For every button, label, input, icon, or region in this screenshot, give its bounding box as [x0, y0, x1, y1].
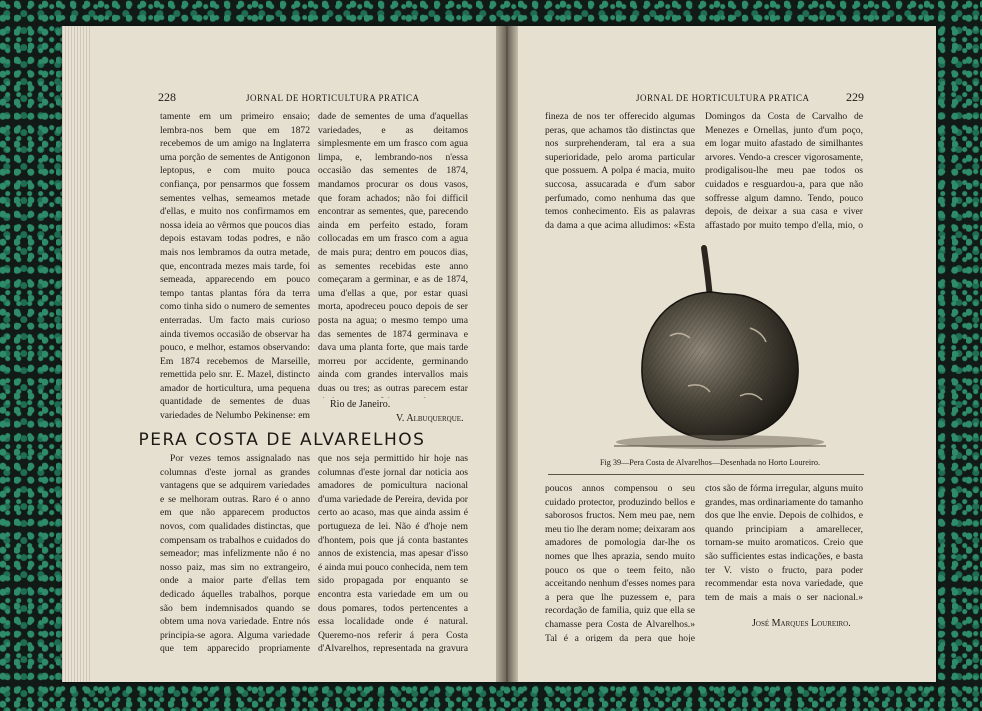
page-number-left: 228: [158, 90, 176, 104]
signature-left: V. Albuquerque.: [396, 413, 464, 424]
right-column-1: fineza de nos ter offerecido algumas peras, que achamos tão distinctas que nos surprehenderam, tal era a sua superioridade, pelo aroma particular que possuem. A polpa é macia, muito succosa, assucarada e d'um sabor perfumado, como nenhuma das que temos conhecimento. Eis as palavras da dama a que acima alludimos: «Esta: [545, 111, 695, 231]
page-edges: [62, 26, 90, 682]
right-column-4: ctos são de fórma irregular, alguns muito grandes, mas ordinariamente do tamanho dos que lhe envie. Depois de colhidos, e quando principiam a amarellecer, tornam-se muito aromaticos. Creio que são sufficientes estas indicações, e basta ter V. visto o fructo, para poder recommendar esta nova variedade, que tem de mais a mais o ser nacional.»: [705, 483, 863, 603]
figure-caption: Fig 39—Pera Costa de Alvarelhos—Desenhada no Horto Loureiro.: [599, 458, 821, 467]
right-column-2: Domingos da Costa de Carvalho de Menezes e Ornellas, junto d'um poço, em logar muito afastado de similhantes arvores. Vendo-a crescer vigorosamente, prodigalisou-lhe meu pae todos os cuidados e resguardou-a, para que não soffresse algum damno. Tendo, pouco depois, de deixar a sua casa e viver affastado por muito tempo d'ella, mio, o: [705, 111, 863, 231]
running-head-right: JORNAL DE HORTICULTURA PRATICA: [636, 93, 810, 103]
place-name: Rio de Janeiro.: [330, 399, 391, 410]
figure-divider: [548, 474, 864, 475]
article-title: PERA COSTA DE ALVARELHOS: [138, 430, 426, 450]
left-column-1: tamente em um primeiro ensaio; lembra-nos bem que em 1872 recebemos de um amigo na Inglaterra uma porção de sementes de Antigonon leptopus, e com muito pouca confiança, por pensarmos que fossem sementes velhas, semeamos metade d'ellas, e muito nos confirmamos em nossa ideia ao vêrmos que poucos dias depois estavam todas podres, e não mais nos lembramos da outra metade, que, encontrada mezes mais tarde, foi semeada, apparecendo em pouco tempo tantas plantas fóra da terra como tinha sido o numero de sementes enterradas. Um facto mais curioso ainda tivemos occasião de observar ha pouco, e melhor, estamos observando: Em 1874 recebemos de Marseille, remettida pelo snr. E. Mazel, distincto amador de horticultura, uma pequena quantidade de sementes de duas variedades de Nelumbo Pekinense: em: [160, 111, 310, 422]
pear-illustration: [600, 236, 836, 452]
page-number-right: 229: [846, 90, 864, 104]
left-column-2: dade de sementes de uma d'aquellas variedades, e as deitamos simplesmente em um frasco com agua limpa, e, lembrando-nos n'essa occasião das sementes de 1874, mandamos procurar os dous vasos, que foram achados; não foi difficil encontrar as sementes, que, parecendo ainda em perfeito estado, foram collocadas em um frasco com a agua de mais pura; dentro em poucos dias, as sementes recebidas este anno começaram a germinar, e as de 1874, uma d'ellas a que, por estar quasi morta, apodreceu pouco depois de ser posta na agua; o mesmo tempo uma das sementes de 1874 germinava e dava uma planta forte, que mais tarde morreu por accidente, germinando ainda com grandes intervallos mais duas ou tres; as outras parecem estar: [318, 111, 468, 394]
book-gutter: [496, 26, 518, 682]
left-column-3: Por vezes temos assignalado nas columnas d'este jornal as grandes vantagens que se adquirem variedades e se melhoram outras. Raro é o anno em que não apparecem productos novos, com qualidades distinctas, que compensam os trabalhos e cuidados do semeador; mas infelizmente não é no nosso paiz, mas sim no extrangeiro, onde a maior parte d'ellas tem dedicado áquelles trabalhos, porque são bem indemnisados quando se obtem uma nova variedade. Entre nós principia-se agora. Alguma variedade que tem apparecido propriamente: [160, 453, 310, 655]
right-column-3: poucos annos compensou o seu cuidado protector, produzindo bellos e saborosos fructos. Nem meu pae, nem meu tio lhe deram nome; deixaram aos amadores de pomologia dar-lhe os nomes que lhes aprazia, sendo muito pouco os que o teem feito, não acceitando nenhum d'esses nomes para a pera que lhe puzessem e, para recordação de familia, quiz que ella se chamasse pera Costa de Alvarelhos.» Tal é a origem da pera que hoje: [545, 483, 695, 642]
running-head-left: JORNAL DE HORTICULTURA PRATICA: [246, 93, 420, 103]
left-column-4: que nos seja permittido hir hoje nas columnas d'este jornal dar noticia aos amadores de pomicultura nacional d'uma variedade de Pereira, devida por certo ao acaso, mas que ainda assim é portugueza de lei. Não é d'hoje nem d'hontem, pois que já conta bastantes annos de existencia, mas apesar d'isso é ainda mui pouco conhecida, nem tem sido propagada por enquanto se encontra esta variedade em um ou dous pomares, todos pertencentes a essa localidade onde é natural. Queremo-nos referir á pera Costa d'Alvarelhos, representada na gravura: [318, 453, 468, 655]
signature-right: José Marques Loureiro.: [752, 618, 851, 629]
